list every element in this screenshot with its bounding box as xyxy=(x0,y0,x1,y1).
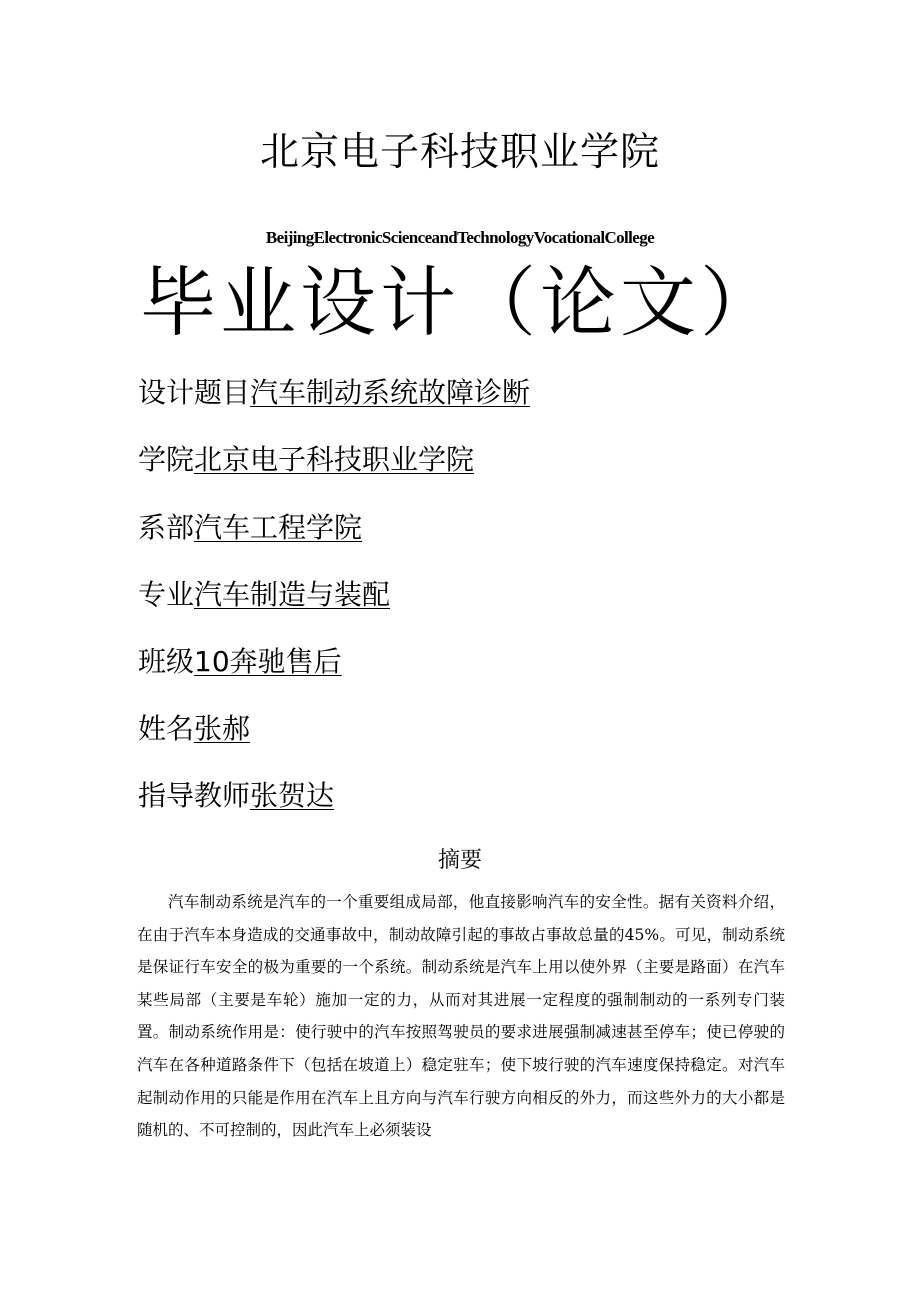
college-name-english: BeijingElectronicScienceandTechnologyVocationalCollege xyxy=(265,228,655,247)
abstract-heading: 摘要 xyxy=(437,848,482,873)
info-row-college xyxy=(138,440,474,480)
college-label: 学院 xyxy=(138,443,195,476)
class-value: 10奔驰售后 xyxy=(194,645,342,678)
topic-label: 设计题目 xyxy=(138,376,251,409)
info-row-class xyxy=(138,642,342,682)
info-row-major xyxy=(138,575,390,615)
college-name-heading: 北京电子科技职业学院 xyxy=(259,130,660,175)
info-row-name xyxy=(138,709,250,749)
name-value: 张郝 xyxy=(194,712,251,745)
info-row-advisor xyxy=(138,776,334,816)
info-row-topic xyxy=(138,373,530,413)
name-label: 姓名 xyxy=(138,712,195,745)
department-label: 系部 xyxy=(138,511,195,544)
college-value: 北京电子科技职业学院 xyxy=(194,443,475,476)
major-value: 汽车制造与装配 xyxy=(194,578,391,611)
department-value: 汽车工程学院 xyxy=(194,511,363,544)
major-label: 专业 xyxy=(138,578,195,611)
advisor-label: 指导教师 xyxy=(138,779,251,812)
topic-value: 汽车制动系统故障诊断 xyxy=(250,376,531,409)
class-label: 班级 xyxy=(138,645,195,678)
advisor-value: 张贺达 xyxy=(250,779,335,812)
abstract-body: 汽车制动系统是汽车的一个重要组成局部，他直接影响汽车的安全性。据有关资料介绍，在由于汽车本身造成的交通事故中，制动故障引起的事故占事故总量的45%。可见，制动系统是保证行车安全的极为重要的一个系统。制动系统是汽车上用以使外界（主要是路面）在汽车某些局部（主要是车轮）施加一定的力，从而对其进展一定程度的强制制动的一系列专门装置。制动系统作用是：使行驶中的汽车按照驾驶员的要求进展强制减速甚至停车；使已停驶的汽车在各种道路条件下（包括在坡道上）稳定驻车；使下坡行驶的汽车速度保持稳定。对汽车起制动作用的只能是作用在汽车上且方向与汽车行驶方向相反的外力，而这些外力的大小都是随机的、不可控制的，因此汽车上必须装设 xyxy=(137,893,785,1140)
thesis-title: 毕业设计（论文） xyxy=(140,258,780,347)
info-row-department xyxy=(138,508,362,548)
